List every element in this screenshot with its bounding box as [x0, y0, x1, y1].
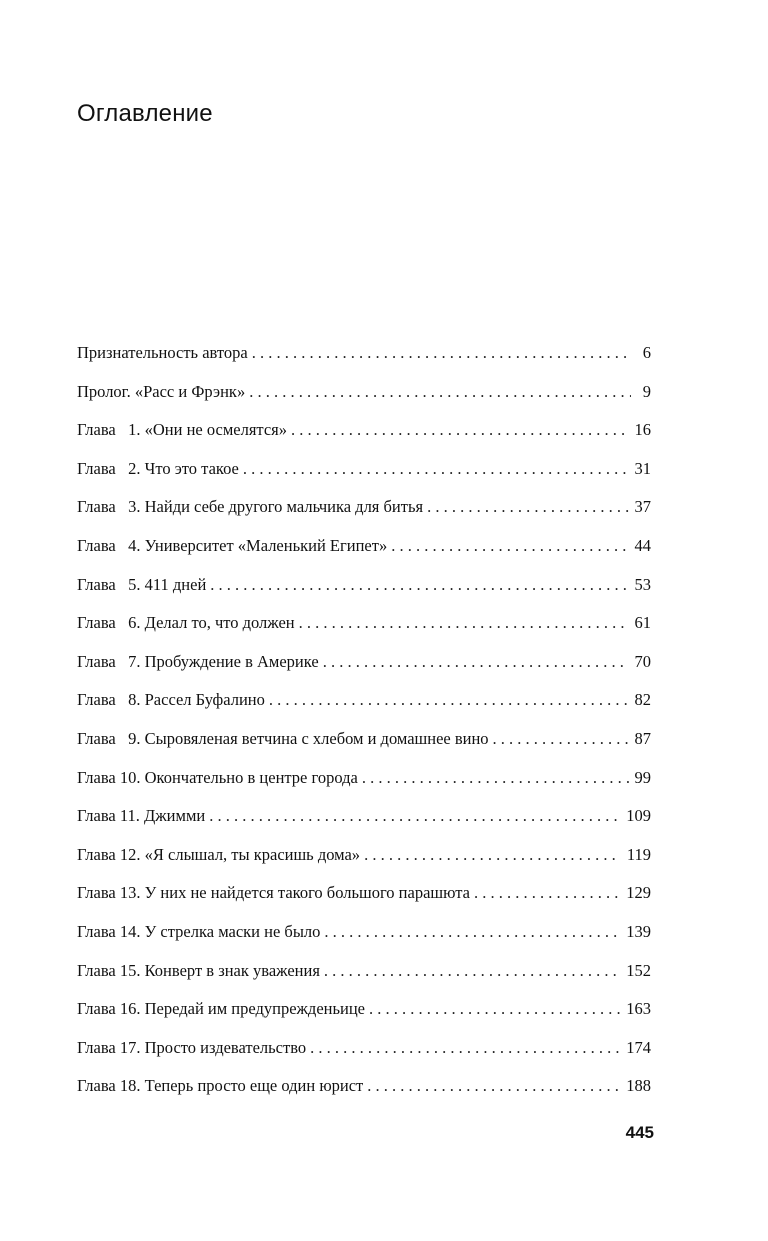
toc-entry-title: Глава 15. Конверт в знак уважения: [77, 960, 320, 980]
page-title: Оглавление: [77, 100, 213, 127]
toc-entry-page: 44: [634, 535, 651, 555]
toc-entry-page: 9: [642, 381, 651, 401]
toc-leader-dots: [299, 608, 629, 638]
toc-entry-page: 6: [642, 343, 651, 362]
toc-entry: [77, 994, 651, 1033]
toc-entry-page: 53: [634, 574, 651, 594]
toc-entry-page: 139: [626, 921, 651, 941]
toc-entry-page: 16: [634, 420, 651, 440]
toc-entry: [77, 763, 651, 802]
toc-entry-title: Глава 12. «Я слышал, ты красишь дома»: [77, 844, 361, 864]
toc-entry-title: Глава 8. Рассел Буфалино: [77, 690, 265, 710]
toc-entry: [77, 492, 651, 531]
toc-leader-dots: [369, 994, 620, 1024]
toc-entry-title: Глава 3. Найди себе другого мальчика для битья: [77, 497, 424, 517]
toc-entry: [77, 454, 651, 493]
toc-leader-dots: [310, 1033, 620, 1063]
toc-entry-title: Глава 5. 411 дней: [77, 574, 207, 594]
toc-entry-title: Глава 10. Окончательно в центре города: [77, 767, 358, 787]
toc-entry-page: 87: [634, 728, 651, 748]
toc-entry-title: Глава 2. Что это такое: [77, 458, 239, 478]
toc-leader-dots: [324, 956, 620, 986]
toc-entry: [77, 647, 651, 686]
toc-entry-title: Глава 1. «Они не осмелятся»: [77, 420, 288, 440]
toc-leader-dots: [474, 878, 620, 908]
toc-entry-page: 31: [634, 458, 651, 478]
toc-leader-dots: [249, 377, 631, 407]
toc-entry: [77, 531, 651, 570]
toc-entry-page: 61: [634, 613, 651, 633]
toc-entry: [77, 1033, 651, 1072]
toc-entry: [77, 840, 651, 879]
toc-leader-dots: [243, 454, 629, 484]
toc-entry-title: Глава 6. Делал то, что должен: [77, 613, 295, 633]
table-of-contents: [77, 338, 651, 1110]
toc-leader-dots: [364, 840, 621, 870]
toc-entry: [77, 878, 651, 917]
toc-entry-title: Глава 9. Сыровяленая ветчина с хлебом и домашнее вино: [77, 728, 489, 748]
toc-entry-page: 119: [626, 844, 651, 864]
toc-leader-dots: [252, 338, 631, 368]
toc-entry: [77, 608, 651, 647]
toc-leader-dots: [269, 685, 629, 715]
toc-entry-page: 174: [626, 1037, 651, 1057]
toc-entry: [77, 1071, 651, 1110]
toc-entry: [77, 801, 651, 840]
page-number: 445: [625, 1123, 654, 1142]
toc-leader-dots: [323, 647, 629, 677]
toc-entry-page: 163: [626, 999, 651, 1019]
toc-entry-title: Глава 14. У стрелка маски не было: [77, 921, 321, 941]
toc-entry-page: 188: [626, 1076, 651, 1096]
toc-entry: [77, 956, 651, 995]
toc-leader-dots: [427, 492, 628, 522]
toc-entry-title: Глава 4. Университет «Маленький Египет»: [77, 535, 388, 555]
toc-entry: [77, 917, 651, 956]
toc-entry: [77, 685, 651, 724]
toc-leader-dots: [391, 531, 628, 561]
toc-entry: [77, 377, 651, 416]
toc-entry: [77, 338, 651, 377]
toc-entry-title: Глава 17. Просто издевательство: [77, 1037, 307, 1057]
toc-entry-page: 99: [634, 767, 651, 787]
toc-entry-page: 37: [634, 497, 651, 517]
toc-entry-page: 129: [626, 883, 651, 903]
toc-entry-title: Пролог. «Расс и Фрэнк»: [77, 381, 246, 401]
toc-entry-page: 82: [634, 690, 651, 710]
toc-entry-title: Глава 18. Теперь просто еще один юрист: [77, 1076, 364, 1096]
toc-leader-dots: [291, 415, 628, 445]
toc-leader-dots: [324, 917, 620, 947]
toc-leader-dots: [493, 724, 629, 754]
toc-entry: [77, 570, 651, 609]
toc-leader-dots: [209, 801, 620, 831]
toc-entry-page: 152: [626, 960, 651, 980]
toc-entry: [77, 724, 651, 763]
toc-entry-page: 109: [626, 806, 651, 826]
toc-leader-dots: [367, 1071, 620, 1101]
toc-leader-dots: [210, 570, 628, 600]
toc-entry-title: Глава 13. У них не найдется такого большого парашюта: [77, 883, 470, 903]
toc-leader-dots: [362, 763, 629, 793]
toc-entry-title: Глава 7. Пробуждение в Америке: [77, 651, 319, 671]
toc-entry-title: Глава 11. Джимми: [77, 806, 206, 826]
toc-entry-title: Глава 16. Передай им предупрежденьице: [77, 999, 365, 1019]
toc-entry-page: 70: [634, 651, 651, 671]
toc-entry: [77, 415, 651, 454]
toc-entry-title: Признательность автора: [77, 343, 248, 362]
